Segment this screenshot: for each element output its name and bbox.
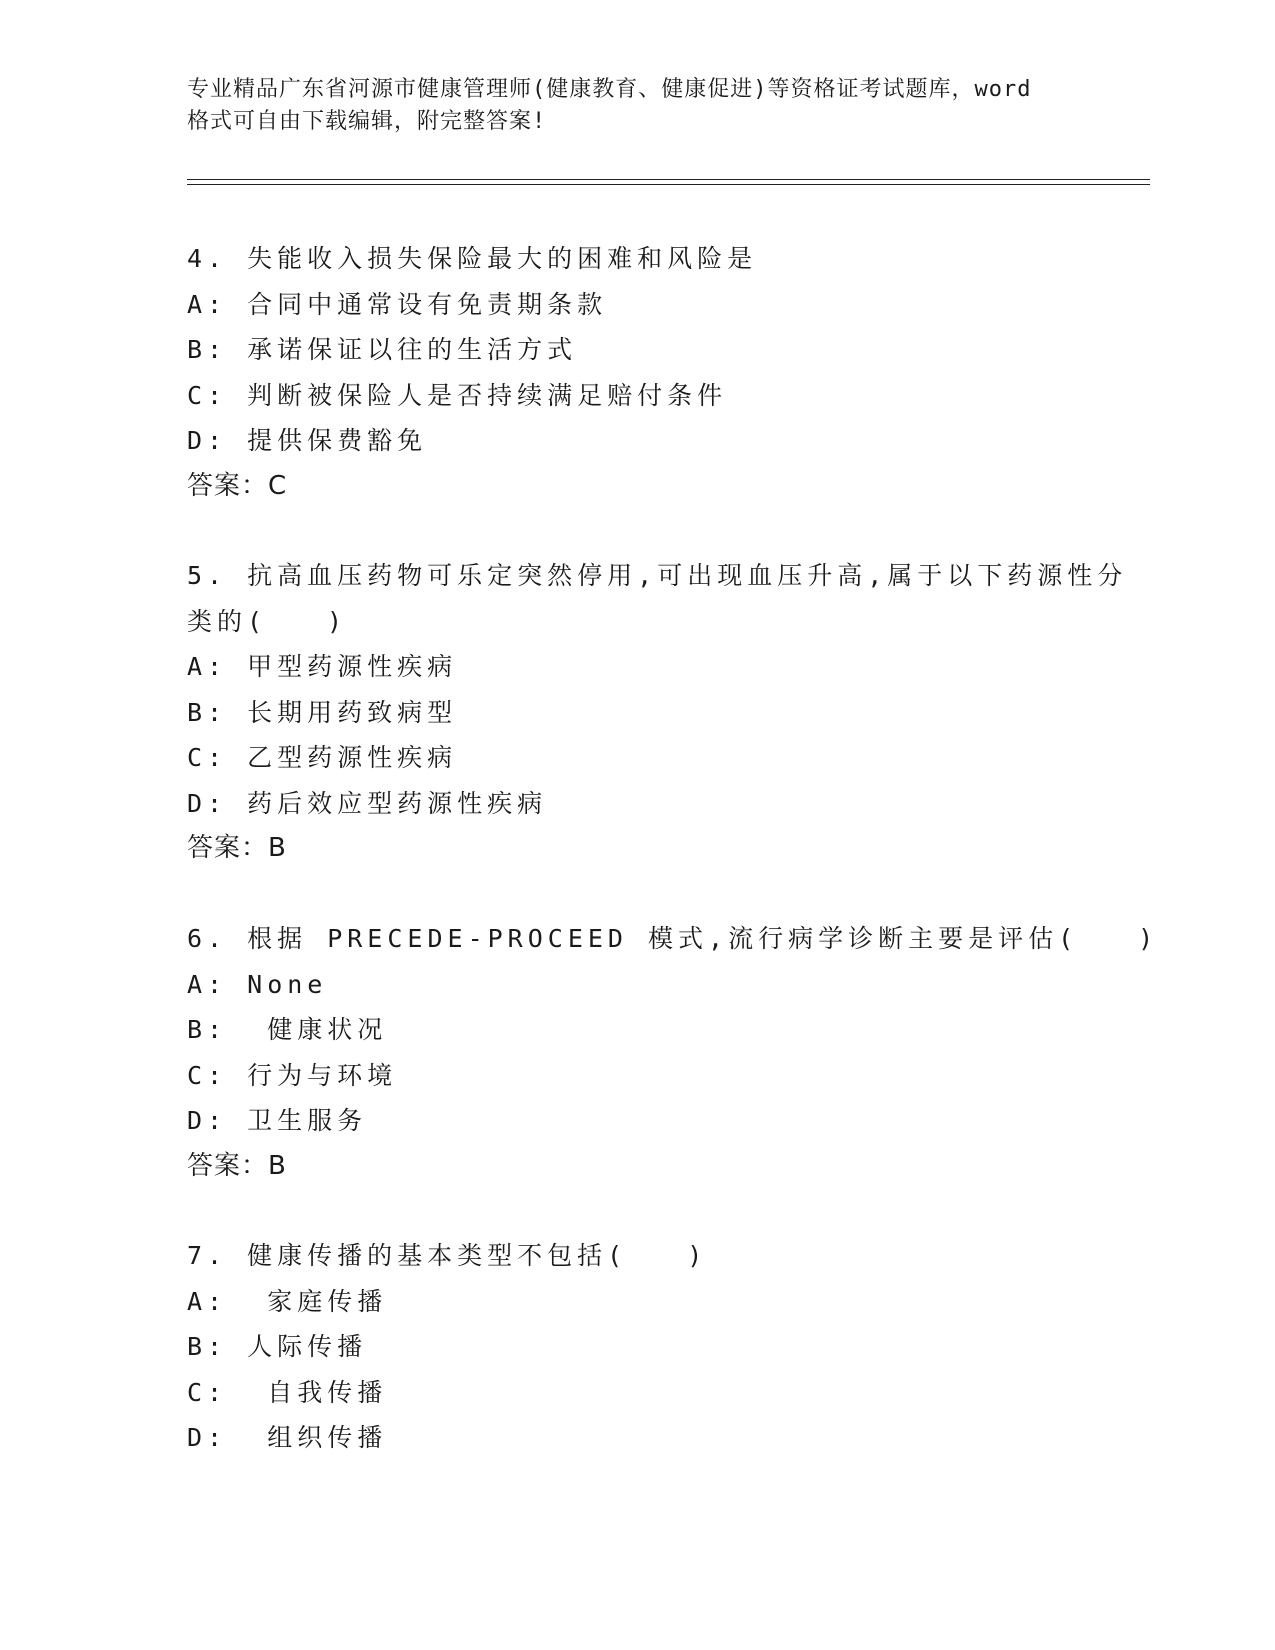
question-stem-line-2: 类的( ) — [187, 606, 348, 636]
document-header — [187, 74, 1087, 138]
option-b: B: 承诺保证以往的生活方式 — [187, 335, 578, 364]
option-c: C: 判断被保险人是否持续满足赔付条件 — [187, 380, 728, 410]
option-d: D: 药后效应型药源性疾病 — [187, 788, 548, 818]
answer-text: 答案：C — [187, 470, 288, 501]
option-b: B: 长期用药致病型 — [187, 697, 458, 727]
option-c: C: 行为与环境 — [187, 1060, 398, 1090]
header-divider-bottom — [187, 184, 1150, 185]
option-a: A: 甲型药源性疾病 — [187, 652, 458, 681]
option-a: A: 家庭传播 — [187, 1286, 388, 1316]
question-4 — [187, 236, 1087, 509]
question-7 — [187, 1233, 1087, 1461]
option-b: B: 人际传播 — [187, 1332, 368, 1361]
question-6 — [187, 916, 1159, 1189]
question-stem: 6. 根据 PRECEDE-PROCEED 模式,流行病学诊断主要是评估( ) — [187, 924, 1159, 953]
question-stem-line-1: 5. 抗高血压药物可乐定突然停用,可出现血压升高,属于以下药源性分 — [187, 561, 1128, 590]
question-stem: 7. 健康传播的基本类型不包括( ) — [187, 1241, 708, 1270]
option-a: A: None — [187, 969, 328, 999]
option-d: D: 卫生服务 — [187, 1106, 368, 1135]
option-c: C: 自我传播 — [187, 1377, 388, 1407]
option-a: A: 合同中通常设有免责期条款 — [187, 289, 608, 319]
question-5 — [187, 553, 1128, 872]
question-stem: 4. 失能收入损失保险最大的困难和风险是 — [187, 244, 758, 273]
header-line-2: 格式可自由下载编辑，附完整答案! — [187, 109, 547, 134]
answer-text: 答案：B — [187, 833, 287, 863]
header-line-1: 专业精品广东省河源市健康管理师(健康教育、健康促进)等资格证考试题库，word — [187, 77, 1032, 102]
option-d: D: 组织传播 — [187, 1423, 388, 1452]
answer-text: 答案：B — [187, 1150, 287, 1181]
header-divider-top — [187, 179, 1150, 180]
option-d: D: 提供保费豁免 — [187, 426, 428, 455]
option-b: B: 健康状况 — [187, 1015, 388, 1044]
option-c: C: 乙型药源性疾病 — [187, 743, 458, 772]
